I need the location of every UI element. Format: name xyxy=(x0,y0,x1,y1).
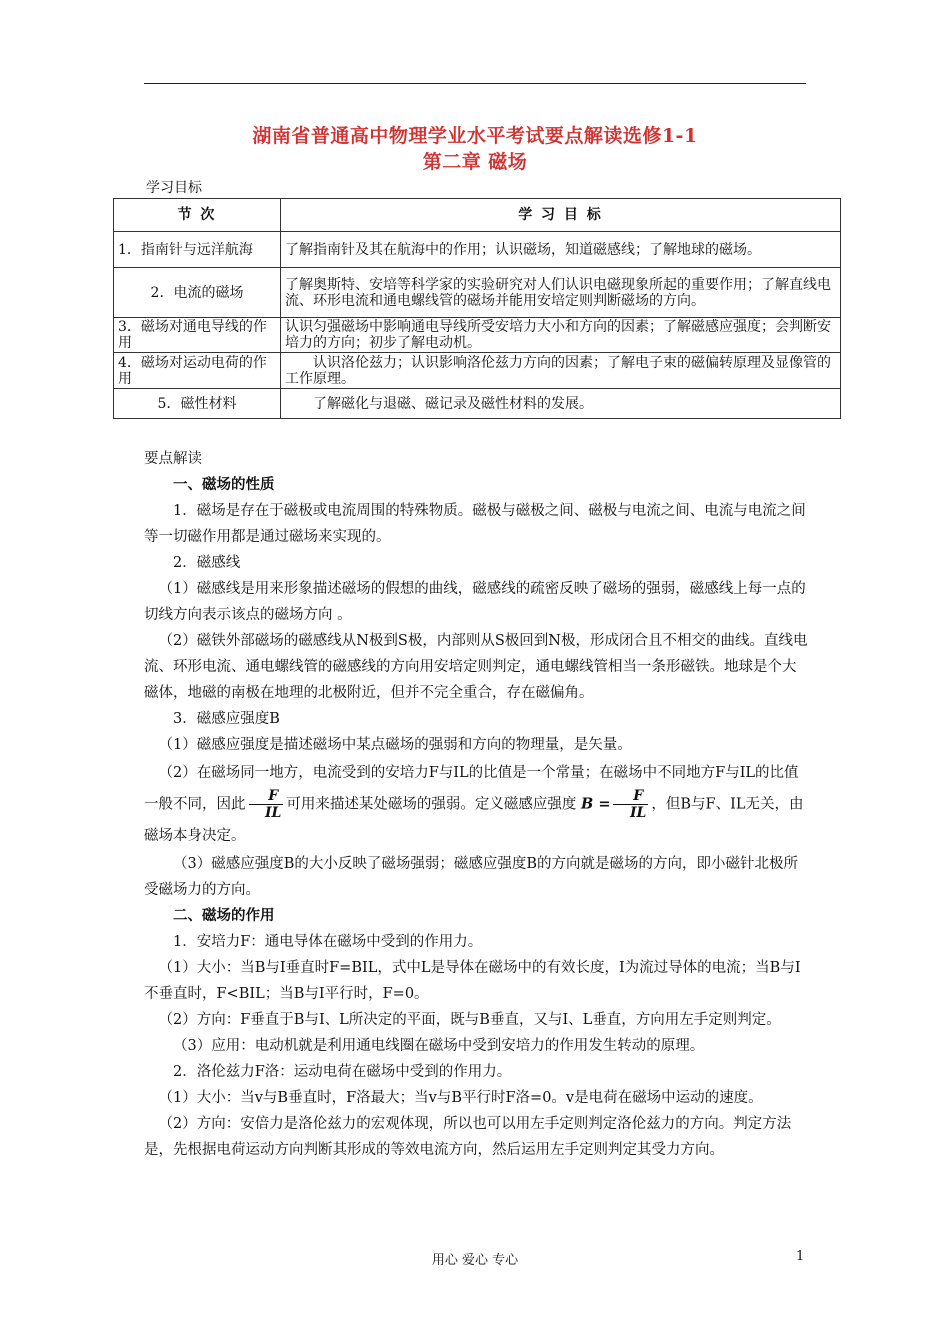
table-header-row xyxy=(114,199,841,232)
paragraph: 3．磁感应强度B xyxy=(173,711,280,727)
table-row xyxy=(114,268,841,318)
paragraph: 1．磁场是存在于磁极或电流周围的特殊物质。磁极与磁极之间、磁极与电流之间、电流与电流之间等一切磁作用都是通过磁场来实现的。 xyxy=(144,503,806,545)
table-row xyxy=(114,353,841,389)
paragraph: 2．磁感线 xyxy=(173,555,241,571)
fraction-denominator: IL xyxy=(265,805,282,821)
goal-cell: 了解指南针及其在航海中的作用；认识磁场，知道磁感线；了解地球的磁场。 xyxy=(281,232,841,268)
paragraph-text: （2）在磁场同一地方，电流受到的安培力F与IL的比值是一个常量；在磁场中不同地方F与IL的比值一般不同，因此 xyxy=(144,765,799,813)
fraction-f-over-il xyxy=(613,788,648,821)
goal-cell: 了解磁化与退磁、磁记录及磁性材料的发展。 xyxy=(281,389,841,419)
section-heading: 一、磁场的性质 xyxy=(173,476,275,493)
goal-cell: 了解奥斯特、安培等科学家的实验研究对人们认识电磁现象所起的重要作用；了解直线电流、环形电流和通电螺线管的磁场并能用安培定则判断磁场的方向。 xyxy=(281,268,841,318)
goal-cell: 认识匀强磁场中影响通电导线所受安培力大小和方向的因素；了解磁感应强度；会判断安培力的方向；初步了解电动机。 xyxy=(281,318,841,353)
header-section: 节 次 xyxy=(114,199,281,232)
section-cell: 4．磁场对运动电荷的作用 xyxy=(114,353,281,389)
paragraph: （1）大小：当v与B垂直时，F洛最大；当v与B平行时F洛=0。v是电荷在磁场中运动的速度。 xyxy=(158,1090,763,1106)
goals-label: 学习目标 xyxy=(146,180,202,196)
learning-goals-table xyxy=(113,198,841,419)
header-rule xyxy=(144,83,806,84)
table-row xyxy=(114,232,841,268)
section-cell: 3．磁场对通电导线的作用 xyxy=(114,318,281,353)
paragraph: （3）应用：电动机就是利用通电线圈在磁场中受到安培力的作用发生转动的原理。 xyxy=(173,1038,705,1054)
fraction-f-over-il xyxy=(249,788,284,821)
paragraph: （1）磁感应强度是描述磁场中某点磁场的强弱和方向的物理量，是矢量。 xyxy=(158,737,632,753)
paragraph: （3）磁感应强度B的大小反映了磁场强弱；磁感应强度B的方向就是磁场的方向，即小磁针北极所受磁场力的方向。 xyxy=(144,856,799,898)
section-cell: 5．磁性材料 xyxy=(114,389,281,419)
paragraph: （2）方向：F垂直于B与I、L所决定的平面，既与B垂直，又与I、L垂直，方向用左手定则判定。 xyxy=(158,1012,781,1028)
document-title: 湖南省普通高中物理学业水平考试要点解读选修1-1 xyxy=(252,125,698,147)
chapter-title: 第二章 磁场 xyxy=(422,151,528,173)
page-number: 1 xyxy=(796,1249,805,1264)
paragraph: 1．安培力F：通电导体在磁场中受到的作用力。 xyxy=(173,934,483,950)
points-section xyxy=(144,446,809,1163)
table-row xyxy=(114,389,841,419)
fraction-numerator: F xyxy=(613,788,648,805)
section-heading: 二、磁场的作用 xyxy=(173,907,275,924)
b-equals: B = xyxy=(581,795,611,813)
section-cell: 1．指南针与远洋航海 xyxy=(114,232,281,268)
points-label: 要点解读 xyxy=(144,451,202,467)
fraction-denominator: IL xyxy=(629,805,647,821)
formula-paragraph xyxy=(144,758,809,851)
paragraph: 2．洛伦兹力F洛：运动电荷在磁场中受到的作用力。 xyxy=(173,1064,512,1080)
paragraph: （1）磁感线是用来形象描述磁场的假想的曲线，磁感线的疏密反映了磁场的强弱，磁感线上每一点的切线方向表示该点的磁场方向 。 xyxy=(144,581,806,623)
header-goal: 学 习 目 标 xyxy=(281,199,841,232)
goal-cell: 认识洛伦兹力；认识影响洛伦兹力方向的因素；了解电子束的磁偏转原理及显像管的工作原理。 xyxy=(281,353,841,389)
paragraph: （2）磁铁外部磁场的磁感线从N极到S极，内部则从S极回到N极，形成闭合且不相交的曲线。直线电流、环形电流、通电螺线管的磁感线的方向用安培定则判定，通电螺线管相当一条形磁铁。地球是个大磁体，地磁的南极在地理的北极附近，但并不完全重合，存在磁偏角。 xyxy=(144,633,808,701)
section-cell: 2．电流的磁场 xyxy=(114,268,281,318)
paragraph-text: 可用来描述某处磁场的强弱。定义磁感应强度 xyxy=(286,796,577,813)
page-footer: 用心 爱心 专心 xyxy=(431,1253,519,1268)
paragraph: （1）大小：当B与I垂直时F=BIL，式中L是导体在磁场中的有效长度，I为流过导体的电流；当B与I不垂直时，F<BIL；当B与I平行时，F=0。 xyxy=(144,960,801,1002)
paragraph: （2）方向：安倍力是洛伦兹力的宏观体现，所以也可以用左手定则判定洛伦兹力的方向。判定方法是，先根据电荷运动方向判断其形成的等效电流方向，然后运用左手定则判定其受力方向。 xyxy=(144,1116,792,1158)
fraction-numerator: F xyxy=(249,788,284,805)
paragraph-text: ，但B与F、IL无关，由磁场本身决定。 xyxy=(144,796,804,844)
table-row xyxy=(114,318,841,353)
